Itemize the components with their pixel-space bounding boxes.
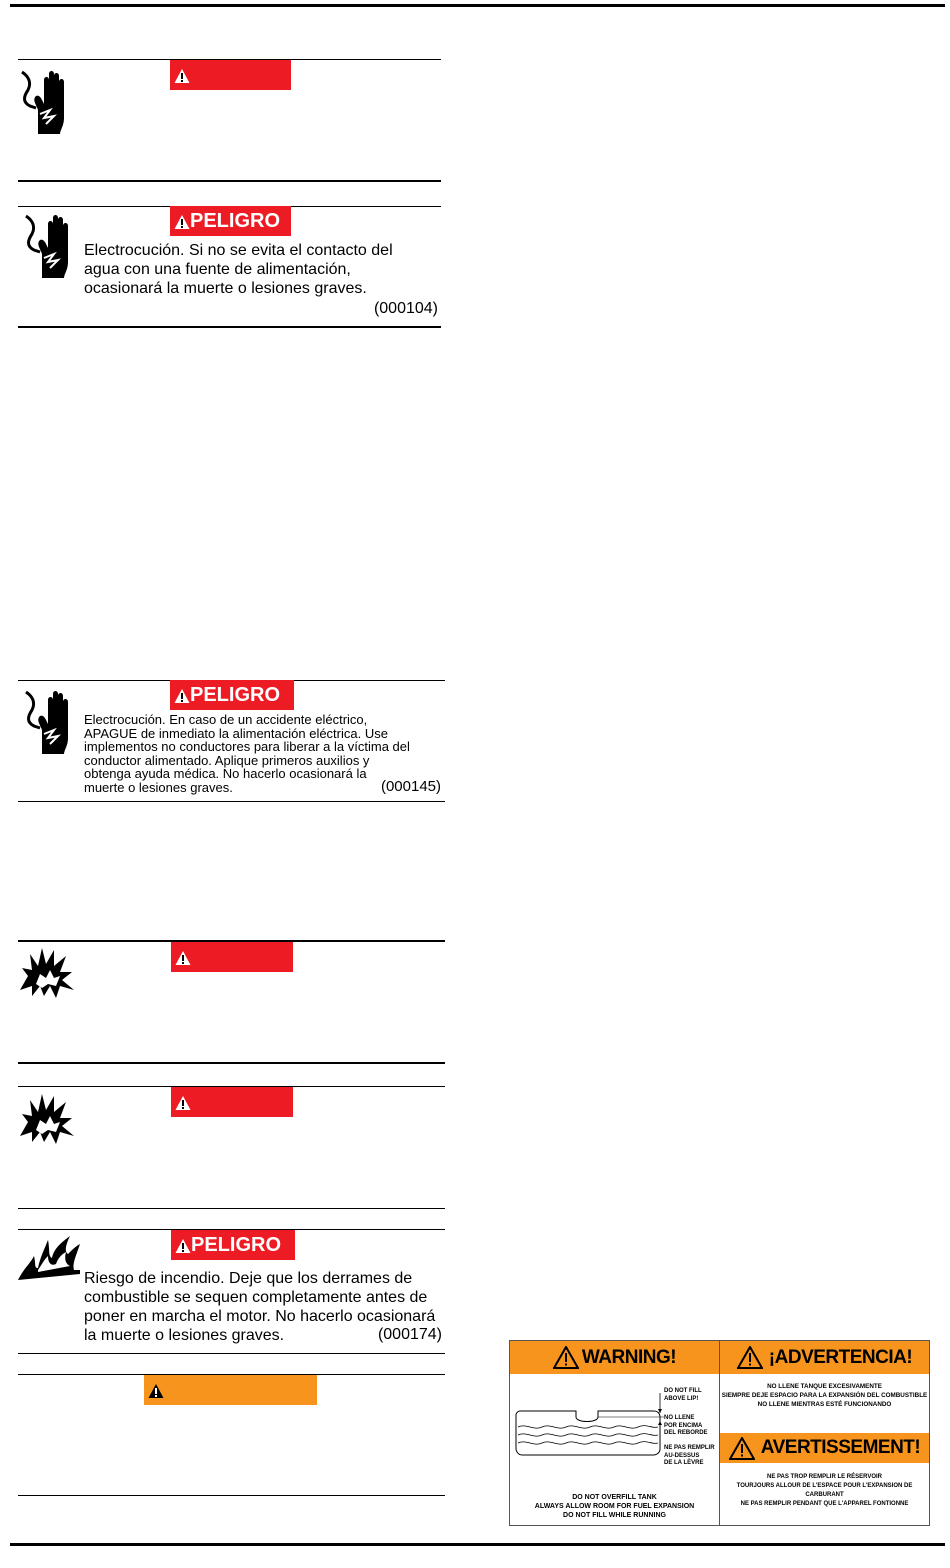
danger-badge: [170, 60, 291, 90]
warning-badge: [144, 1375, 317, 1405]
danger-badge: [171, 1087, 293, 1117]
instructions-es: NO LLENE TANQUE EXCESIVAMENTE SIEMPRE DEJE ESPACIO PARA LA EXPANSIÓN DEL COMBUSTIBLE NO LLENE MIENTRAS ESTÉ FUNCIONANDO: [721, 1383, 928, 1408]
warning-triangle-icon: [175, 950, 191, 966]
notice-3-bottom-rule: [18, 801, 445, 802]
hazard-code: (000104): [373, 300, 438, 317]
notice-2-bottom-rule: [18, 326, 441, 328]
warning-triangle-icon: [174, 214, 190, 230]
warning-triangle-icon: [174, 688, 190, 704]
hazard-code: (000145): [380, 778, 441, 795]
notice-4-bottom-rule: [18, 1062, 445, 1064]
danger-badge: [170, 680, 294, 710]
danger-badge: [171, 1230, 295, 1260]
signal-word: PELIGRO: [190, 210, 281, 232]
warning-triangle-icon: [737, 1346, 763, 1369]
electrocution-hand-icon: [18, 66, 78, 136]
hazard-code: (000174): [377, 1326, 442, 1343]
callout-en: DO NOT FILL ABOVE LIP!: [664, 1388, 702, 1402]
bottom-rule: [10, 1543, 945, 1546]
warning-triangle-icon: [553, 1346, 579, 1369]
warning-triangle-icon: [175, 1238, 191, 1254]
warning-header-es: ¡ADVERTENCIA!: [720, 1341, 929, 1374]
danger-badge: [170, 206, 291, 236]
fuel-tank-diagram: [514, 1387, 664, 1457]
electrocution-hand-icon: [22, 686, 82, 756]
hazard-message: Riesgo de incendio. Deje que los derrames de combustible se sequen completamente antes de poner en marcha el motor. No hacerlo ocasionará la muerte o lesiones graves.: [84, 1270, 436, 1344]
notice-7-bottom-rule: [18, 1495, 445, 1496]
warning-triangle-icon: [174, 68, 190, 84]
explosion-icon: [18, 946, 76, 1002]
danger-badge: [171, 942, 293, 972]
notice-5-bottom-rule: [18, 1208, 445, 1209]
warning-triangle-icon: [148, 1383, 164, 1399]
electrocution-hand-icon: [22, 210, 82, 280]
fuel-warning-label: [509, 1340, 930, 1526]
notice-1-bottom-rule: [18, 180, 441, 182]
hazard-message: Electrocución. Si no se evita el contacto del agua con una fuente de alimentación, ocasionará la muerte o lesiones graves.: [84, 242, 393, 297]
warning-triangle-icon: [729, 1437, 755, 1460]
signal-word: PELIGRO: [190, 684, 281, 706]
warning-triangle-icon: [175, 1095, 191, 1111]
explosion-icon: [18, 1092, 76, 1148]
top-rule: [10, 4, 945, 7]
callout-es: NO LLENE POR ENCIMA DEL REBORDE: [664, 1415, 708, 1436]
instructions-en: DO NOT OVERFILL TANK ALWAYS ALLOW ROOM FOR FUEL EXPANSION DO NOT FILL WHILE RUNNING: [534, 1494, 695, 1519]
warning-header-en: WARNING!: [510, 1341, 719, 1374]
instructions-fr: NE PAS TROP REMPLIR LE RÉSERVOIR TOURJOURS ALLOUR DE L'ESPACE POUR L'EXPANSION DE CARBURANT NE PAS REMPLIR PENDANT QUE L'APPAREL FONTIONNE: [736, 1474, 913, 1507]
warning-header-fr: AVERTISSEMENT!: [720, 1433, 929, 1463]
notice-6-bottom-rule: [18, 1353, 445, 1354]
hazard-message: Electrocución. En caso de un accidente eléctrico, APAGUE de inmediato la alimentación eléctrica. Use implementos no conductores para liberar a la víctima del conductor alimentado. Aplique primeros auxilios y obtenga ayuda médica. No hacerlo ocasionará la muerte o lesiones graves.: [84, 712, 410, 795]
signal-word: PELIGRO: [191, 1234, 282, 1256]
callout-fr: NE PAS REMPLIR AU-DESSUS DE LA LÈVRE: [664, 1445, 715, 1466]
fire-icon: [18, 1234, 80, 1280]
